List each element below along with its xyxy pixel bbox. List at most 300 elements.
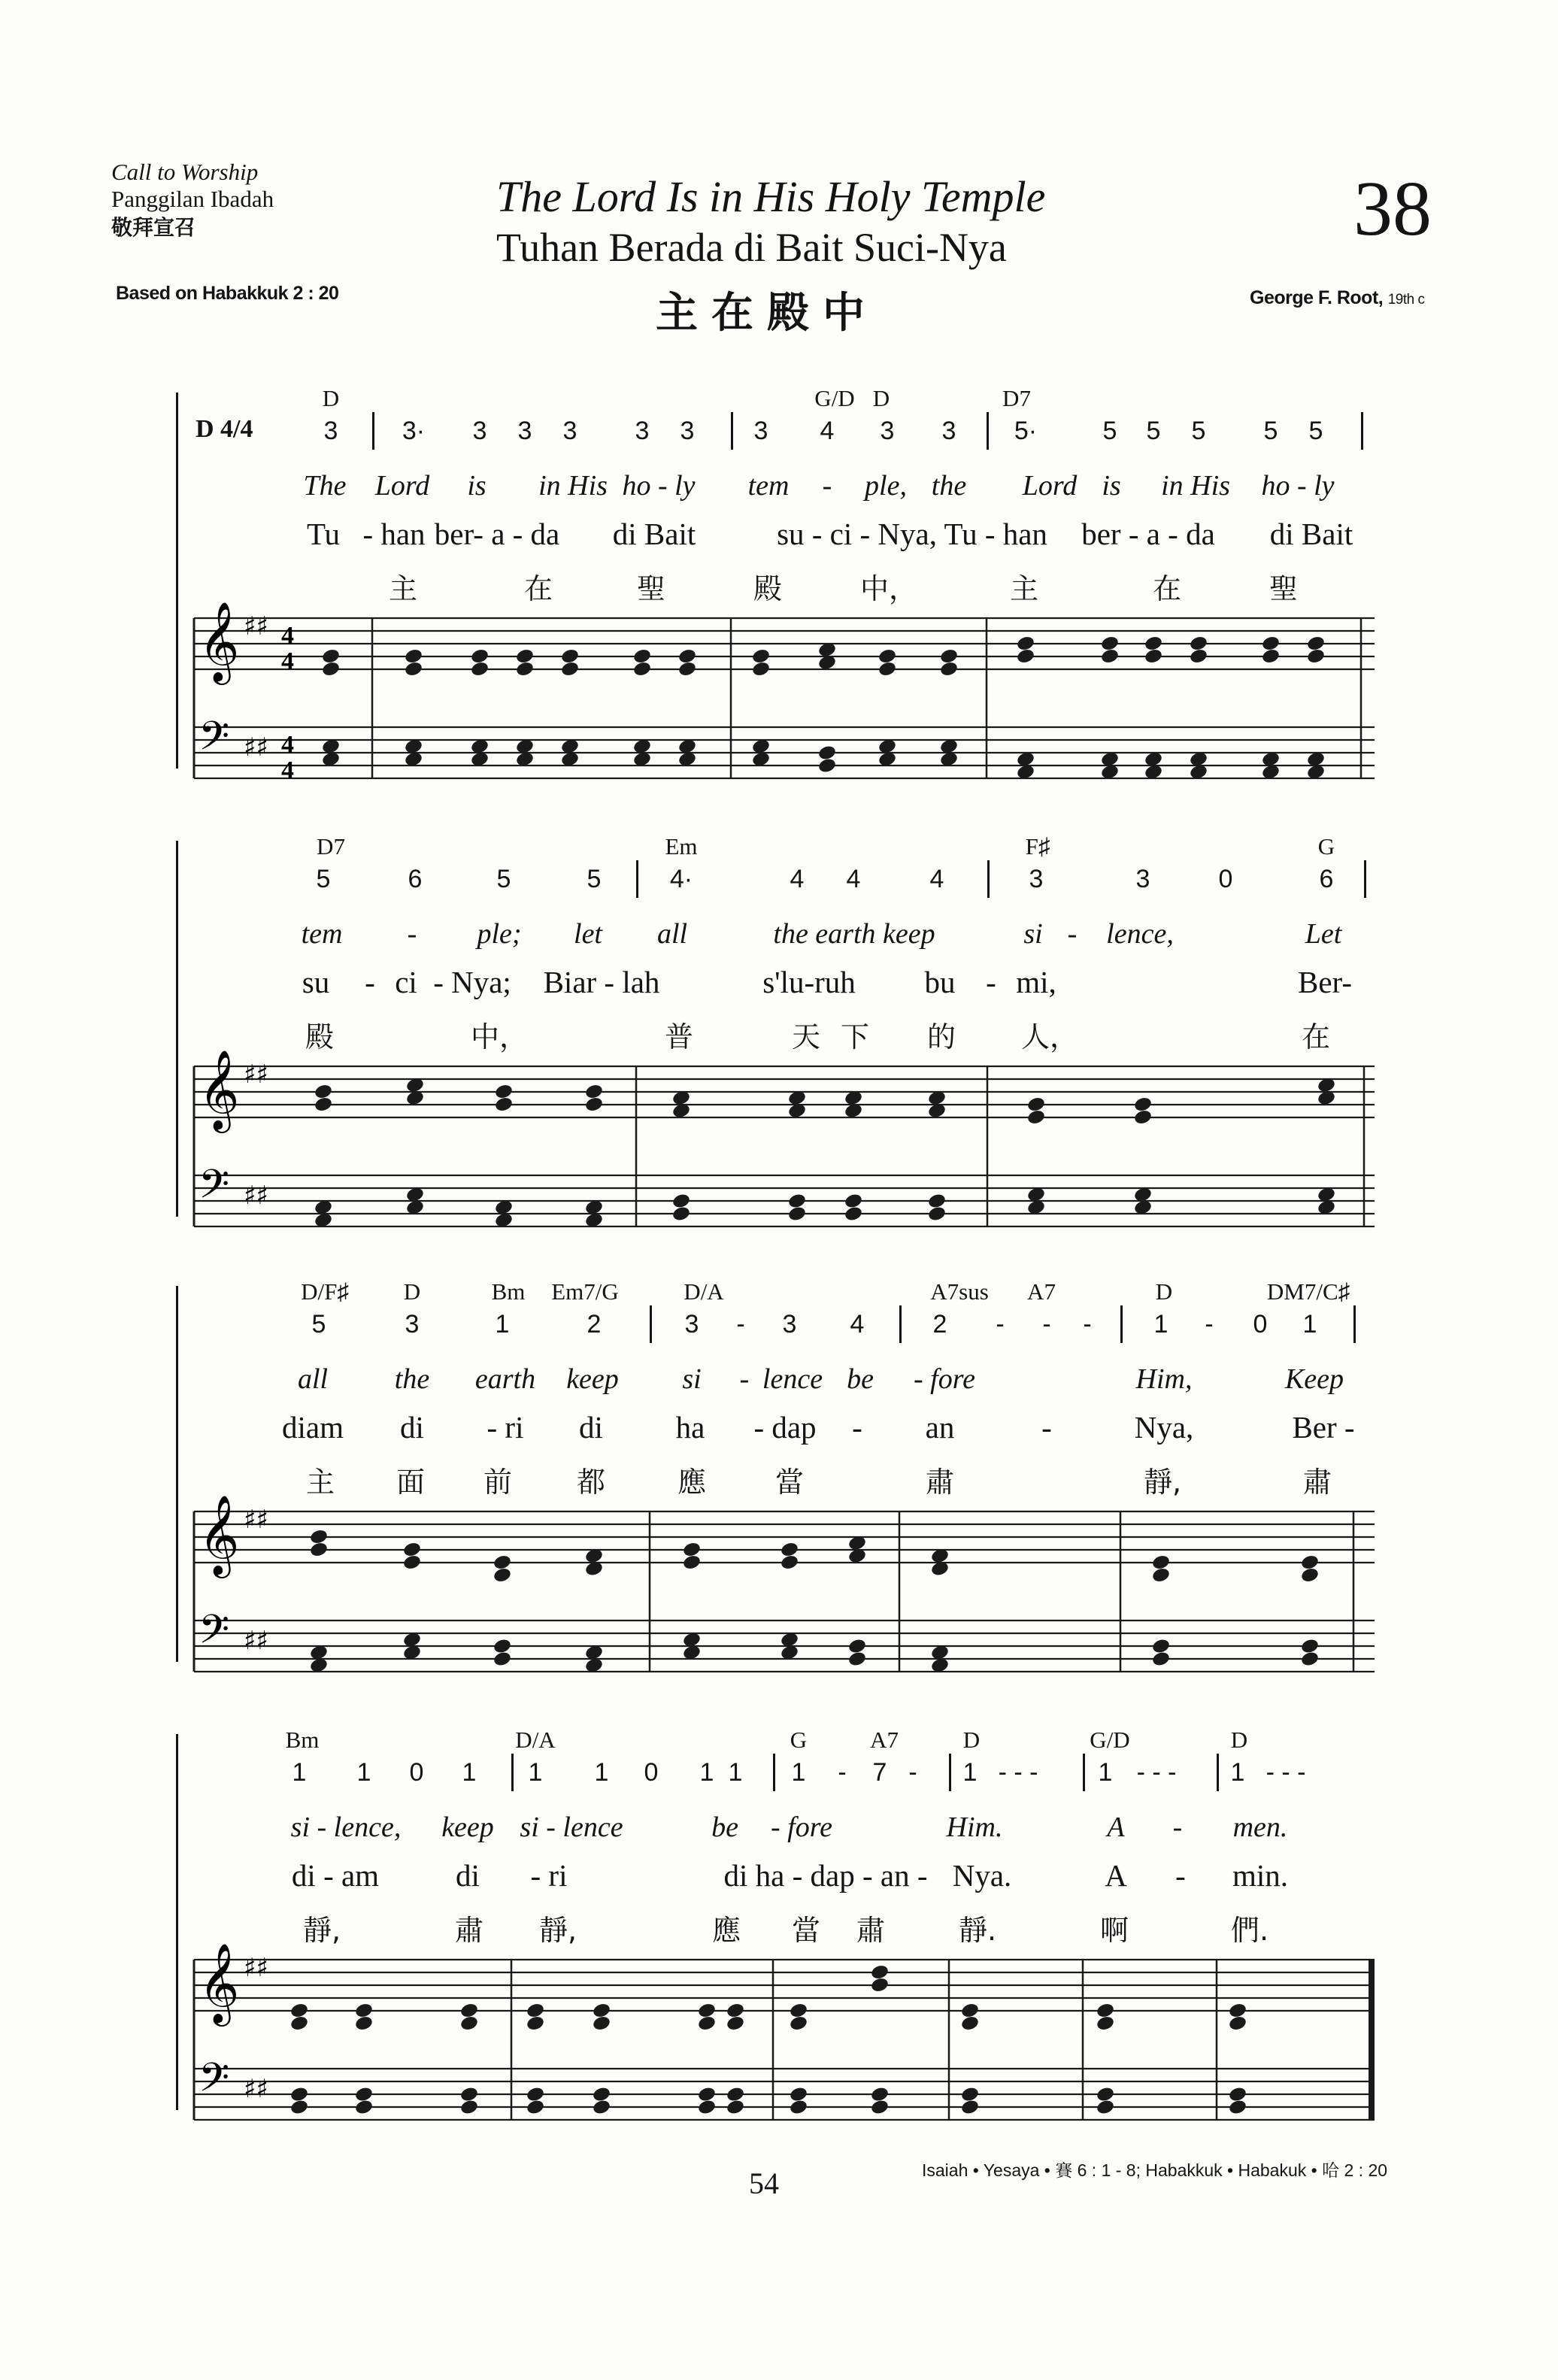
final-barline xyxy=(1369,1960,1375,2120)
numbered-notation-item: 1 xyxy=(495,1310,510,1339)
treble-notehead xyxy=(1026,1108,1046,1126)
lyrics-chinese-item: 殿 xyxy=(753,572,783,605)
bass-notehead xyxy=(870,2086,890,2103)
numbered-notation-item: 1 xyxy=(1302,1310,1317,1339)
bass-notehead xyxy=(726,2099,745,2116)
chord-symbols-item: G/D xyxy=(814,385,855,411)
numbered-notation-item: 7 xyxy=(872,1758,887,1787)
category-zh: 敬拜宣召 xyxy=(111,215,196,240)
lyrics-indonesian-item: mi, xyxy=(1016,965,1056,999)
chord-symbols-item: A7 xyxy=(870,1727,899,1753)
lyrics-english-item: lence xyxy=(762,1363,823,1395)
key-sharps-icon: ♯♯ xyxy=(244,1060,268,1090)
numbered-notation-item: 1 xyxy=(699,1758,714,1787)
numbered-notation-item: 3 xyxy=(753,417,768,445)
treble-notehead xyxy=(682,1554,702,1571)
lyrics-english-item: tem xyxy=(747,470,790,502)
bass-notehead xyxy=(289,2086,309,2103)
lyrics-indonesian-item: ber - a - da xyxy=(1081,517,1215,551)
chord-symbols-item: Bm xyxy=(285,1727,320,1753)
lyrics-indonesian-item: su xyxy=(302,965,330,999)
lyrics-indonesian-item: - Nya; xyxy=(433,965,511,999)
lyrics-english-item: - fore xyxy=(914,1363,975,1395)
treble-notehead xyxy=(1133,1096,1153,1113)
bass-clef-icon: 𝄢 xyxy=(199,1607,230,1663)
lyrics-english-item: Let xyxy=(1305,918,1342,950)
treble-notehead xyxy=(584,1083,604,1100)
lyrics-english-item: be xyxy=(847,1363,874,1395)
treble-notehead xyxy=(939,647,959,665)
key-sharps-icon: ♯♯ xyxy=(244,732,268,763)
lyrics-chinese-item: 面 xyxy=(396,1466,426,1499)
lyrics-indonesian-item: - dap xyxy=(753,1410,817,1445)
lyrics-chinese-item: 肅 xyxy=(454,1914,484,1947)
treble-notehead xyxy=(1144,635,1163,652)
lyrics-indonesian-item: min. xyxy=(1232,1858,1289,1893)
treble-notehead xyxy=(960,2002,980,2019)
lyrics-indonesian-item: Nya, xyxy=(1134,1410,1194,1445)
key-signature: D 4/4 xyxy=(196,415,253,443)
lyrics-chinese-item: 應 xyxy=(677,1466,707,1499)
numbered-notation-item: 2 xyxy=(932,1310,947,1339)
lyrics-indonesian-item: - ri xyxy=(486,1410,524,1445)
numbered-notation-item: 3 xyxy=(782,1310,797,1339)
numbered-notation-item: 3 xyxy=(1135,865,1150,893)
lyrics-english-item: all xyxy=(656,918,688,950)
treble-notehead xyxy=(1189,635,1208,652)
bass-notehead xyxy=(526,2086,545,2103)
lyrics-indonesian-item: an xyxy=(925,1410,955,1445)
numbered-notation-item: 4 xyxy=(820,417,835,445)
lyrics-chinese-item: 在 xyxy=(1152,572,1182,605)
lyrics-english-item: is xyxy=(467,470,486,502)
lyrics-english-item: si xyxy=(1023,918,1043,950)
numbered-notation-item: 6 xyxy=(408,865,423,893)
bass-notehead xyxy=(697,2086,717,2103)
bass-notehead xyxy=(526,2099,545,2116)
treble-notehead xyxy=(459,2015,479,2032)
time-signature-icon: 4 xyxy=(281,647,294,675)
treble-notehead xyxy=(584,1096,604,1113)
bass-notehead xyxy=(726,2086,745,2103)
lyrics-english-item: all xyxy=(297,1363,329,1395)
bar-line xyxy=(1083,1754,1085,1791)
lyrics-chinese-item: 在 xyxy=(523,572,553,605)
lyrics-chinese-item: 啊 xyxy=(1099,1914,1129,1947)
chord-symbols-item: Em7/G xyxy=(551,1278,619,1305)
lyrics-indonesian-item: A xyxy=(1105,1858,1127,1893)
chord-symbols-item: Bm xyxy=(491,1278,526,1305)
bar-line xyxy=(731,412,733,450)
grand-staff xyxy=(171,1049,1382,1247)
bass-notehead xyxy=(844,1193,863,1210)
lyrics-english-item: ple; xyxy=(477,918,522,950)
treble-notehead xyxy=(494,1096,514,1113)
chord-symbols-item: D xyxy=(872,385,890,411)
numbered-notation-item: 3 xyxy=(1029,865,1044,893)
lyrics-indonesian-item: - xyxy=(986,965,996,999)
lyrics-english-item: keep xyxy=(441,1812,494,1843)
lyrics-indonesian-item: ha xyxy=(675,1410,705,1445)
lyrics-chinese-item: 靜, xyxy=(1143,1466,1182,1499)
numbered-notation-item: 5 xyxy=(1146,417,1161,445)
lyrics-chinese-item: 中， xyxy=(859,572,918,605)
key-sharps-icon: ♯♯ xyxy=(244,611,268,641)
bass-notehead xyxy=(1228,2086,1247,2103)
treble-notehead xyxy=(1026,1096,1046,1113)
treble-notehead xyxy=(1096,2002,1115,2019)
treble-notehead xyxy=(404,647,423,665)
treble-notehead xyxy=(751,647,771,665)
treble-notehead xyxy=(493,1554,512,1571)
lyrics-chinese-item: 靜. xyxy=(958,1914,997,1947)
treble-notehead xyxy=(1261,635,1281,652)
bass-notehead xyxy=(1300,1651,1320,1668)
lyrics-english-item: Him, xyxy=(1135,1363,1193,1395)
bass-notehead xyxy=(592,2099,611,2116)
hymn-number: 38 xyxy=(1353,165,1432,252)
lyrics-chinese-item: 靜, xyxy=(302,1914,341,1947)
treble-notehead xyxy=(1144,647,1163,665)
treble-notehead xyxy=(697,2002,717,2019)
bar-line xyxy=(511,1754,514,1791)
page-number: 54 xyxy=(749,2166,779,2200)
treble-notehead xyxy=(789,2015,808,2032)
lyrics-indonesian-item: di ha - dap - an - xyxy=(723,1858,928,1893)
bass-notehead xyxy=(592,2086,611,2103)
numbered-notation-item: 5 xyxy=(311,1310,326,1339)
numbered-notation-item: - - - xyxy=(1265,1758,1306,1787)
bass-notehead xyxy=(787,1205,807,1223)
bar-line xyxy=(949,1754,951,1791)
bass-notehead xyxy=(787,1193,807,1210)
treble-notehead xyxy=(677,660,697,678)
lyrics-chinese-item: 都 xyxy=(576,1466,606,1499)
title-chinese: 主在殿中 xyxy=(656,289,878,338)
treble-notehead xyxy=(780,1554,799,1571)
lyrics-indonesian-item: - xyxy=(852,1410,862,1445)
bass-notehead xyxy=(844,1205,863,1223)
treble-notehead xyxy=(309,1541,329,1558)
bass-notehead xyxy=(847,1638,867,1655)
treble-notehead xyxy=(789,2002,808,2019)
numbered-notation-item: 3 xyxy=(880,417,895,445)
lyrics-chinese-item: 應 xyxy=(711,1914,741,1947)
numbered-notation-item: 5 xyxy=(1263,417,1278,445)
lyrics-english-item: - xyxy=(822,470,832,502)
lyrics-indonesian-item: - ri xyxy=(530,1858,568,1893)
numbered-notation-item: 5 xyxy=(496,865,511,893)
numbered-notation-item: - xyxy=(908,1758,917,1787)
chord-symbols-item: F♯ xyxy=(1025,833,1050,860)
treble-notehead xyxy=(1228,2002,1247,2019)
chord-symbols-item: G/D xyxy=(1090,1727,1130,1753)
numbered-notation-item: 5 xyxy=(1191,417,1206,445)
treble-notehead xyxy=(960,2015,980,2032)
numbered-notation-item: 3 xyxy=(405,1310,420,1339)
chord-symbols-item: D xyxy=(962,1727,981,1753)
lyrics-indonesian-item: Nya. xyxy=(952,1858,1012,1893)
treble-notehead xyxy=(354,2015,374,2032)
chord-symbols-item: G xyxy=(1317,833,1335,860)
treble-notehead xyxy=(459,2002,479,2019)
lyrics-chinese-item: 聖 xyxy=(1269,572,1299,605)
time-signature-icon: 4 xyxy=(281,622,294,650)
bass-notehead xyxy=(1151,1651,1171,1668)
bar-line xyxy=(1120,1305,1123,1343)
lyrics-indonesian-item: di xyxy=(456,1858,480,1893)
lyrics-indonesian-item: - xyxy=(1175,1858,1186,1893)
lyrics-english-item: - xyxy=(407,918,417,950)
treble-notehead xyxy=(1100,635,1120,652)
music-system-3 xyxy=(171,1278,1390,1669)
lyrics-english-item: Lord xyxy=(1022,470,1078,502)
bass-notehead xyxy=(459,2099,479,2116)
lyrics-chinese-item: 當 xyxy=(774,1466,805,1499)
numbered-notation-item: 5· xyxy=(1014,417,1038,445)
treble-notehead xyxy=(1261,647,1281,665)
treble-notehead xyxy=(1300,1554,1320,1571)
numbered-notation-item: 1 xyxy=(292,1758,307,1787)
bass-clef-icon: 𝄢 xyxy=(199,2055,230,2111)
music-system-4 xyxy=(171,1727,1390,2118)
bass-clef-icon: 𝄢 xyxy=(199,714,230,769)
bass-notehead xyxy=(789,2099,808,2116)
lyrics-english-item: in His xyxy=(1161,470,1230,502)
treble-notehead xyxy=(321,647,341,665)
treble-notehead xyxy=(1016,635,1035,652)
category-en: Call to Worship xyxy=(111,159,259,185)
chord-symbols-item: D xyxy=(403,1278,421,1305)
treble-notehead xyxy=(526,2015,545,2032)
lyrics-english-item: - xyxy=(739,1363,750,1395)
grand-staff xyxy=(171,601,1382,799)
bar-line xyxy=(773,1754,775,1791)
lyrics-indonesian-item: s'lu-ruh xyxy=(762,965,856,999)
numbered-notation-item: 4· xyxy=(669,865,693,893)
numbered-notation-item: 3 xyxy=(941,417,956,445)
numbered-notation-item: 1 xyxy=(528,1758,543,1787)
treble-notehead xyxy=(1189,647,1208,665)
lyrics-chinese-item: 聖 xyxy=(636,572,666,605)
lyrics-english-item: - xyxy=(1172,1812,1183,1843)
numbered-notation-item: 0 xyxy=(644,1758,659,1787)
numbered-notation-item: 1 xyxy=(462,1758,477,1787)
bass-notehead xyxy=(354,2099,374,2116)
lyrics-chinese-item: 肅 xyxy=(925,1466,955,1499)
lyrics-chinese-item: 的 xyxy=(926,1020,956,1054)
treble-notehead xyxy=(314,1096,333,1113)
numbered-notation-item: - xyxy=(1205,1310,1214,1339)
lyrics-chinese-item: 當 xyxy=(791,1914,821,1947)
numbered-notation-item: 4 xyxy=(850,1310,865,1339)
lyrics-indonesian-item: su - ci - Nya, Tu - han xyxy=(777,517,1047,551)
time-signature-icon: 4 xyxy=(281,756,294,784)
treble-notehead xyxy=(592,2002,611,2019)
treble-notehead xyxy=(1151,1554,1171,1571)
treble-notehead xyxy=(780,1541,799,1558)
numbered-notation-item: 0 xyxy=(409,1758,424,1787)
music-system-1 xyxy=(171,385,1390,784)
chord-symbols-item: Em xyxy=(665,833,698,860)
bass-notehead xyxy=(697,2099,717,2116)
chord-symbols-item: D xyxy=(1230,1727,1248,1753)
lyrics-indonesian-item: di Bait xyxy=(1269,517,1353,551)
treble-notehead xyxy=(1306,647,1326,665)
treble-notehead xyxy=(1016,647,1035,665)
treble-notehead xyxy=(515,660,535,678)
bass-notehead xyxy=(1228,2099,1247,2116)
music-system-2 xyxy=(171,833,1390,1224)
treble-notehead xyxy=(560,647,580,665)
numbered-notation-item: - xyxy=(838,1758,847,1787)
chord-symbols-item: D/F♯ xyxy=(301,1278,349,1305)
bass-notehead xyxy=(459,2086,479,2103)
lyrics-indonesian-item: Ber - xyxy=(1292,1410,1355,1445)
category-id: Panggilan Ibadah xyxy=(111,186,274,212)
lyrics-english-item: earth xyxy=(474,1363,536,1395)
treble-clef-icon: 𝄞 xyxy=(199,601,240,681)
treble-notehead xyxy=(354,2002,374,2019)
numbered-notation-item: 3 xyxy=(472,417,487,445)
treble-notehead xyxy=(697,2015,717,2032)
treble-notehead xyxy=(878,660,897,678)
treble-notehead xyxy=(751,660,771,678)
numbered-notation-item: 3 xyxy=(517,417,532,445)
numbered-notation-item: 0 xyxy=(1253,1310,1268,1339)
bar-line xyxy=(650,1305,652,1343)
lyrics-english-item: Keep xyxy=(1284,1363,1344,1395)
composer: George F. Root, 19th c xyxy=(1250,287,1425,308)
lyrics-english-item: - fore xyxy=(771,1812,832,1843)
numbered-notation-item: 4 xyxy=(790,865,805,893)
bass-notehead xyxy=(960,2086,980,2103)
numbered-notation-item: 6 xyxy=(1319,865,1334,893)
lyrics-english-item: the xyxy=(931,470,967,502)
key-sharps-icon: ♯♯ xyxy=(244,1181,268,1211)
lyrics-indonesian-item: di xyxy=(579,1410,603,1445)
lyrics-english-item: tem xyxy=(301,918,343,950)
numbered-notation-item: 1 xyxy=(356,1758,371,1787)
lyrics-english-item: - xyxy=(1067,918,1078,950)
chord-symbols-item: D/A xyxy=(684,1278,724,1305)
lyrics-chinese-item: 前 xyxy=(483,1466,513,1499)
treble-notehead xyxy=(870,1963,890,1981)
bass-notehead xyxy=(817,757,837,775)
bass-notehead xyxy=(927,1193,947,1210)
time-signature-icon: 4 xyxy=(281,731,294,759)
treble-notehead xyxy=(493,1566,512,1584)
treble-notehead xyxy=(870,1976,890,1993)
treble-notehead xyxy=(289,2015,309,2032)
lyrics-english-item: si - lence, xyxy=(290,1812,402,1843)
lyrics-english-item: in His xyxy=(538,470,608,502)
lyrics-indonesian-item: Tu xyxy=(306,517,341,551)
numbered-notation-item: - xyxy=(1042,1310,1051,1339)
treble-notehead xyxy=(404,660,423,678)
bass-clef-icon: 𝄢 xyxy=(199,1162,230,1217)
numbered-notation-item: 4 xyxy=(929,865,944,893)
numbered-notation-item: 1 xyxy=(1098,1758,1113,1787)
numbered-notation-item: 5 xyxy=(316,865,331,893)
bass-notehead xyxy=(289,2099,309,2116)
lyrics-english-item: the xyxy=(394,1363,430,1395)
numbered-notation-item: 5 xyxy=(587,865,602,893)
key-sharps-icon: ♯♯ xyxy=(244,2074,268,2104)
numbered-notation-item: 1 xyxy=(1230,1758,1245,1787)
lyrics-chinese-item: 主 xyxy=(388,572,418,605)
treble-notehead xyxy=(314,1083,333,1100)
treble-notehead xyxy=(470,647,490,665)
lyrics-chinese-item: 主 xyxy=(1009,572,1039,605)
bar-line xyxy=(899,1305,902,1343)
treble-notehead xyxy=(402,1541,422,1558)
treble-notehead xyxy=(592,2015,611,2032)
treble-notehead xyxy=(1133,1108,1153,1126)
key-sharps-icon: ♯♯ xyxy=(244,1505,268,1535)
lyrics-indonesian-item: di - am xyxy=(291,1858,380,1893)
treble-notehead xyxy=(1306,635,1326,652)
lyrics-chinese-item: 們. xyxy=(1230,1914,1269,1947)
bass-notehead xyxy=(960,2099,980,2116)
chord-symbols-item: D7 xyxy=(317,833,345,860)
bass-notehead xyxy=(493,1638,512,1655)
bass-notehead xyxy=(671,1193,691,1210)
lyrics-english-item: be xyxy=(711,1812,738,1843)
treble-notehead xyxy=(632,647,652,665)
treble-notehead xyxy=(677,647,697,665)
lyrics-english-item: keep xyxy=(566,1363,619,1395)
treble-notehead xyxy=(1096,2015,1115,2032)
treble-clef-icon: 𝄞 xyxy=(199,1942,240,2023)
bass-notehead xyxy=(354,2086,374,2103)
lyrics-english-item: Him. xyxy=(946,1812,1003,1843)
title-english: The Lord Is in His Holy Temple xyxy=(496,172,1046,221)
lyrics-english-item: is xyxy=(1102,470,1121,502)
lyrics-indonesian-item: - xyxy=(1041,1410,1052,1445)
based-on: Based on Habakkuk 2 : 20 xyxy=(116,283,339,304)
numbered-notation-item: - xyxy=(736,1310,745,1339)
lyrics-chinese-item: 普 xyxy=(664,1020,694,1054)
lyrics-chinese-item: 殿 xyxy=(305,1020,335,1054)
lyrics-indonesian-item: ci xyxy=(395,965,417,999)
lyrics-english-item: the earth keep xyxy=(773,918,935,950)
lyrics-indonesian-item: bu xyxy=(924,965,956,999)
lyrics-chinese-item: 肅 xyxy=(1302,1466,1332,1499)
lyrics-english-item: ho - ly xyxy=(622,470,696,502)
lyrics-english-item: si xyxy=(682,1363,702,1395)
chord-symbols-item: D/A xyxy=(515,1727,556,1753)
numbered-notation-item: 3 xyxy=(635,417,650,445)
treble-notehead xyxy=(939,660,959,678)
lyrics-english-item: lence, xyxy=(1106,918,1174,950)
lyrics-indonesian-item: Ber- xyxy=(1297,965,1353,999)
bar-line xyxy=(636,860,638,898)
chord-symbols-item: DM7/C♯ xyxy=(1266,1278,1350,1305)
chord-symbols-item: A7 xyxy=(1027,1278,1056,1305)
lyrics-chinese-item: 中， xyxy=(470,1020,529,1054)
treble-notehead xyxy=(402,1554,422,1571)
numbered-notation-item: 1 xyxy=(791,1758,806,1787)
chord-symbols-item: D xyxy=(322,385,340,411)
numbered-notation-item: 5 xyxy=(1308,417,1323,445)
bar-line xyxy=(372,412,374,450)
title-indonesian: Tuhan Berada di Bait Suci-Nya xyxy=(496,225,1007,270)
lyrics-indonesian-item: - xyxy=(365,965,375,999)
grand-staff xyxy=(171,1494,1382,1692)
bass-notehead xyxy=(789,2086,808,2103)
treble-notehead xyxy=(470,660,490,678)
